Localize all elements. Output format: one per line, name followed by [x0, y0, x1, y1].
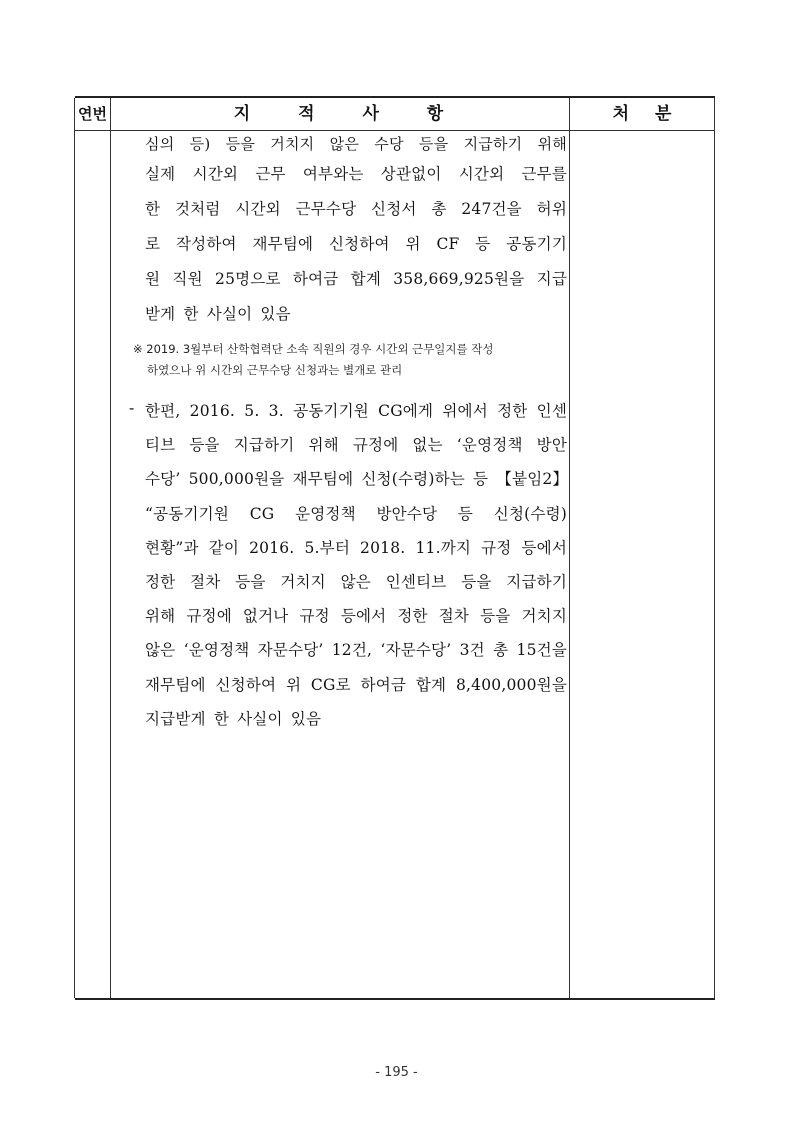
findings-content: [75, 96, 715, 1000]
paragraph1-line: 심의 등) 등을 거치지 않은 수당 등을 지급하기 위해: [145, 135, 567, 153]
header-findings: 지 적 사 항: [233, 104, 446, 124]
paragraph1-line: 실제 시간외 근무 여부와는 상관없이 시간외 근무를: [145, 165, 567, 183]
paragraph1-line: 받게 한 사실이 있음: [145, 305, 291, 323]
paragraph2-line: 위해 규정에 없거나 규정 등에서 정한 절차 등을 거치지: [145, 607, 567, 625]
note-line: ※ 2019. 3월부터 산학협력단 소속 직원의 경우 시간외 근무일지를 작성: [133, 342, 494, 356]
paragraph2-line: 재무팀에 신청하여 위 CG로 하여금 합계 8,400,000원을: [145, 676, 567, 694]
paragraph1-line: 로 작성하여 재무팀에 신청하여 위 CF 등 공동기기: [145, 235, 567, 253]
header-serial-number: 연번: [78, 105, 107, 123]
note-line: 하였으나 위 시간외 근무수당 신청과는 별개로 관리: [147, 363, 403, 377]
paragraph2-line: 한편, 2016. 5. 3. 공동기기원 CG에게 위에서 정한 인센: [145, 402, 567, 420]
paragraph2-line: “공동기기원 CG 운영정책 방안수당 등 신청(수령): [145, 505, 567, 523]
header-disposition: 처 분: [612, 104, 672, 124]
paragraph2-line: 티브 등을 지급하기 위해 규정에 없는 ‘운영정책 방안: [145, 436, 567, 454]
paragraph2-line: 지급받게 한 사실이 있음: [145, 710, 322, 728]
paragraph2-line: 수당’ 500,000원을 재무팀에 신청(수령)하는 등 【붙임2】: [145, 470, 569, 488]
page-number: - 195 -: [375, 1065, 418, 1080]
paragraph2-line: 정한 절차 등을 거치지 않은 인센티브 등을 지급하기: [145, 573, 567, 591]
paragraph2-line: 않은 ‘운영정책 자문수당’ 12건, ‘자문수당’ 3건 총 15건을: [145, 641, 567, 659]
paragraph2-line: 현황”과 같이 2016. 5.부터 2018. 11.까지 규정 등에서: [145, 539, 567, 557]
paragraph1-line: 원 직원 25명으로 하여금 합계 358,669,925원을 지급: [145, 270, 567, 288]
paragraph1-line: 한 것처럼 시간외 근무수당 신청서 총 247건을 허위: [145, 200, 567, 218]
bullet-dash: -: [129, 399, 135, 417]
